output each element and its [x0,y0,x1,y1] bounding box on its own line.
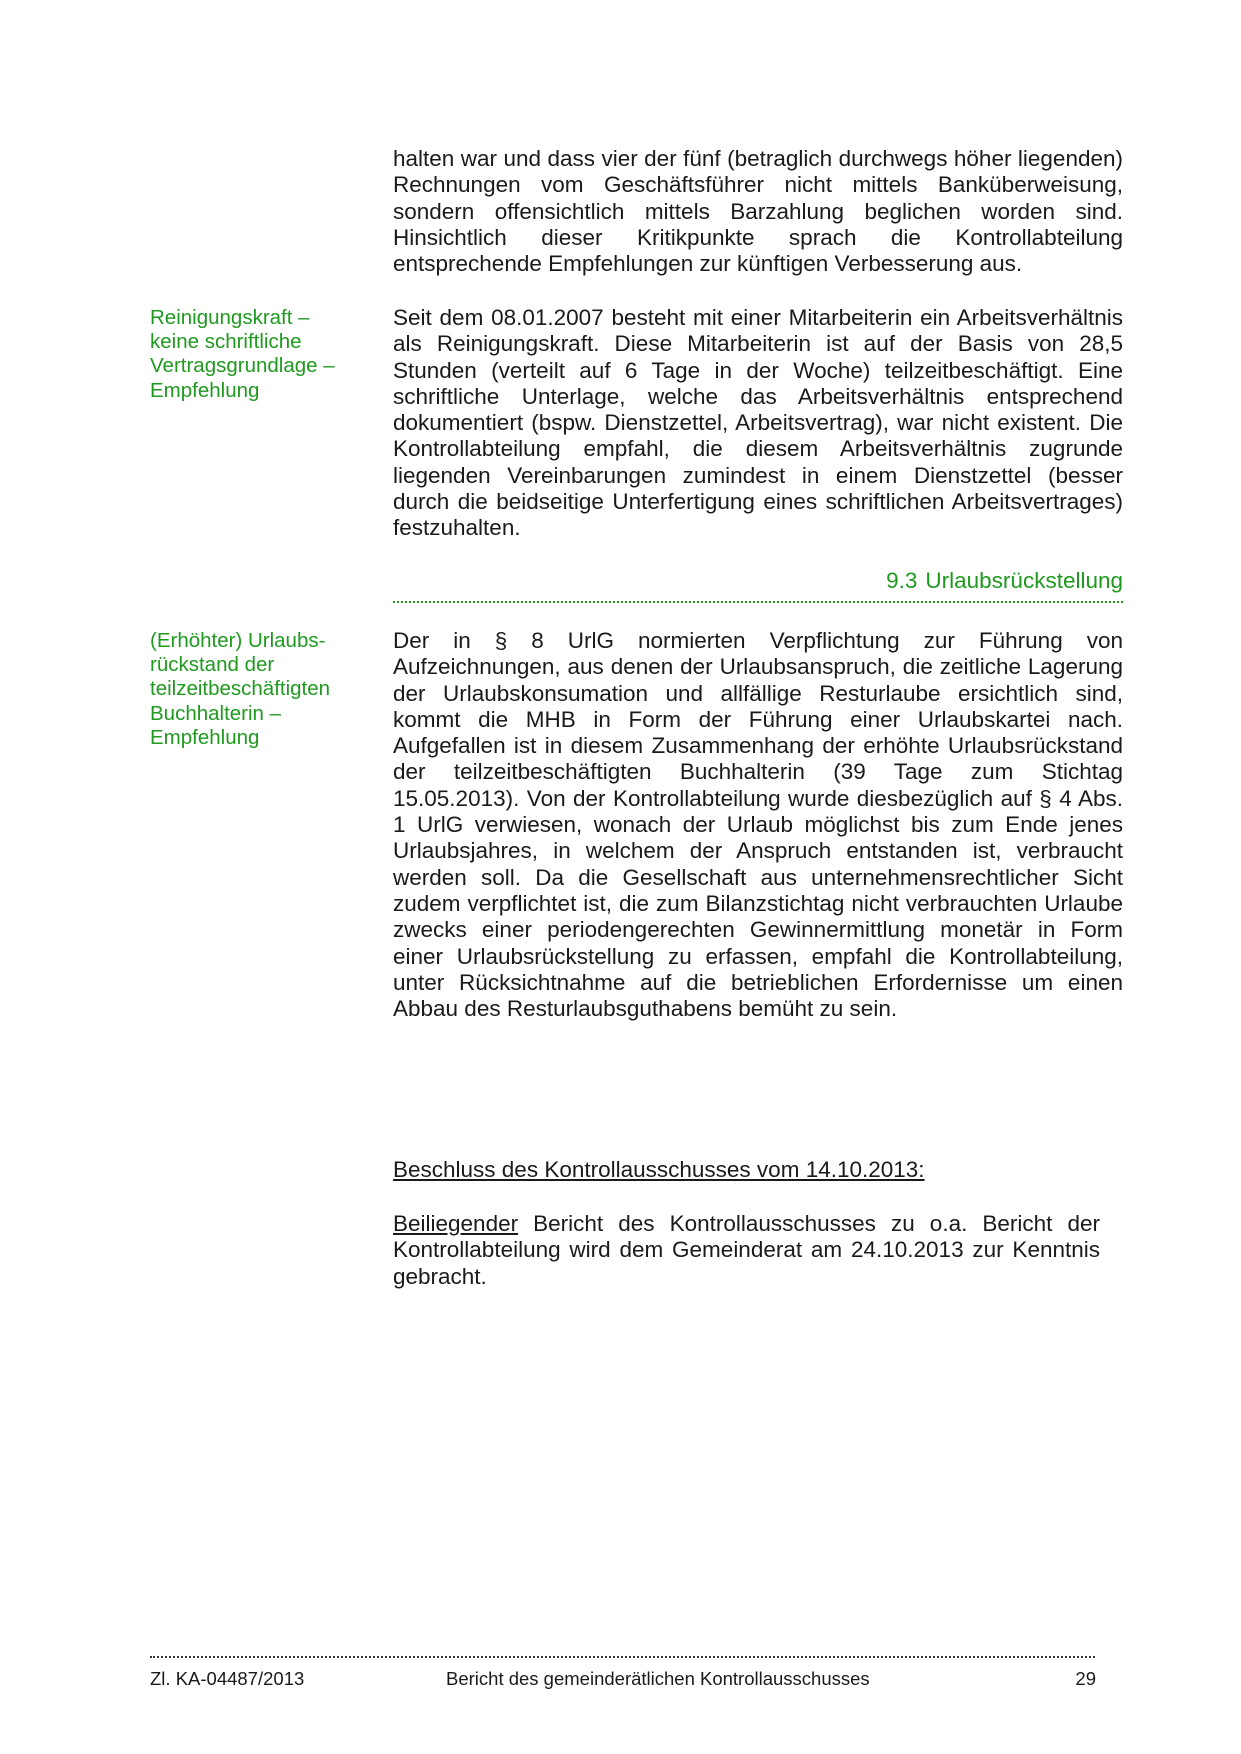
paragraph-vacation-backlog: Der in § 8 UrlG normierten Verpflichtung zur Führung von Aufzeichnungen, aus denen der Urlaubsanspruch, die zeitliche Lagerung der Urlaubskonsumation und allfällige Resturlaube ersichtlich sind, kommt die MHB in Form der Führung einer Urlaubskartei nach. Aufgefallen ist in diesem Zusammenhang der erhöhte Urlaubsrückstand der teilzeitbeschäftigten Buchhalterin (39 Tage zum Stichtag 15.05.2013). Von der Kontrollabteilung wurde diesbezüglich auf § 4 Abs. 1 UrlG verwiesen, wonach der Urlaub möglichst bis zum Ende jenes Urlaubsjahres, in welchem der Anspruch entstanden ist, verbraucht werden soll. Da die Gesellschaft aus unternehmensrechtlicher Sicht zudem verpflichtet ist, die zum Bilanzstichtag nicht verbrauchten Urlaube zwecks einer periodengerechten Gewinnermittlung monetär in Form einer Urlaubsrückstellung zu erfassen, empfahl die Kontrollabteilung, unter Rücksichtnahme auf die betrieblichen Erfordernisse um einen Abbau des Resturlaubsguthabens bemüht zu sein. [393,628,1123,1022]
footer-title: Bericht des gemeinderätlichen Kontrollausschusses [446,1668,870,1689]
paragraph-cleaning-staff: Seit dem 08.01.2007 besteht mit einer Mitarbeiterin ein Arbeitsverhältnis als Reinigungskraft. Diese Mitarbeiterin ist auf der Basis von 28,5 Stunden (verteilt auf 6 Tage in der Woche) teilzeitbeschäftigt. Eine schriftliche Unterlage, welche das Arbeitsverhältnis entsprechend dokumentiert (bspw. Dienstzettel, Arbeitsvertrag), war nicht existent. Die Kontrollabteilung empfahl, die diesem Arbeitsverhältnis zugrunde liegenden Vereinbarungen zumindest in einem Dienstzettel (besser durch die beidseitige Unterfertigung eines schriftlichen Arbeitsvertrages) festzuhalten. [393,305,1123,541]
margin-note-line: Empfehlung [150,725,260,749]
margin-note-line: rückstand der [150,653,275,677]
footer-reference: Zl. KA-04487/2013 [150,1668,305,1689]
resolution-underlined-word: Beiliegender [393,1211,519,1236]
section-divider [393,601,1123,603]
resolution-title: Beschluss des Kontrollausschusses vom 14.10.2013: [393,1157,925,1182]
paragraph-invoices: halten war und dass vier der fünf (betraglich durchwegs höher liegenden) Rechnungen vom Geschäftsführer nicht mittels Banküberweisung, sondern offensichtlich mittels Barzahlung beglichen worden sind. Hinsichtlich dieser Kritikpunkte sprach die Kontrollabteilung entsprechende Empfehlungen zur künftigen Verbesserung aus. [393,146,1123,277]
resolution-body: Bericht des Kontrollausschusses zu o.a. Bericht der Kontrollabteilung wird dem Gemeinderat am 24.10.2013 zur Kenntnis gebracht. [393,1211,1100,1289]
page-number: 29 [1075,1668,1096,1689]
margin-note-line: Buchhalterin – [150,701,282,725]
section-title: Urlaubsrückstellung [925,568,1123,593]
resolution-text [393,1211,1100,1290]
margin-note-line: Reinigungskraft – [150,306,310,329]
footer-divider [150,1656,1095,1658]
margin-note-line: Empfehlung [150,378,260,402]
margin-note-cleaning-staff [150,306,355,403]
section-number: 9.3 [886,568,918,593]
margin-note-line: (Erhöhter) Urlaubs- [150,629,326,652]
margin-note-line: keine schriftliche [150,330,302,354]
margin-note-vacation-backlog [150,629,355,750]
margin-note-line: teilzeitbeschäftigten [150,677,331,701]
section-heading [886,568,1123,594]
margin-note-line: Vertragsgrundlage – [150,354,335,378]
